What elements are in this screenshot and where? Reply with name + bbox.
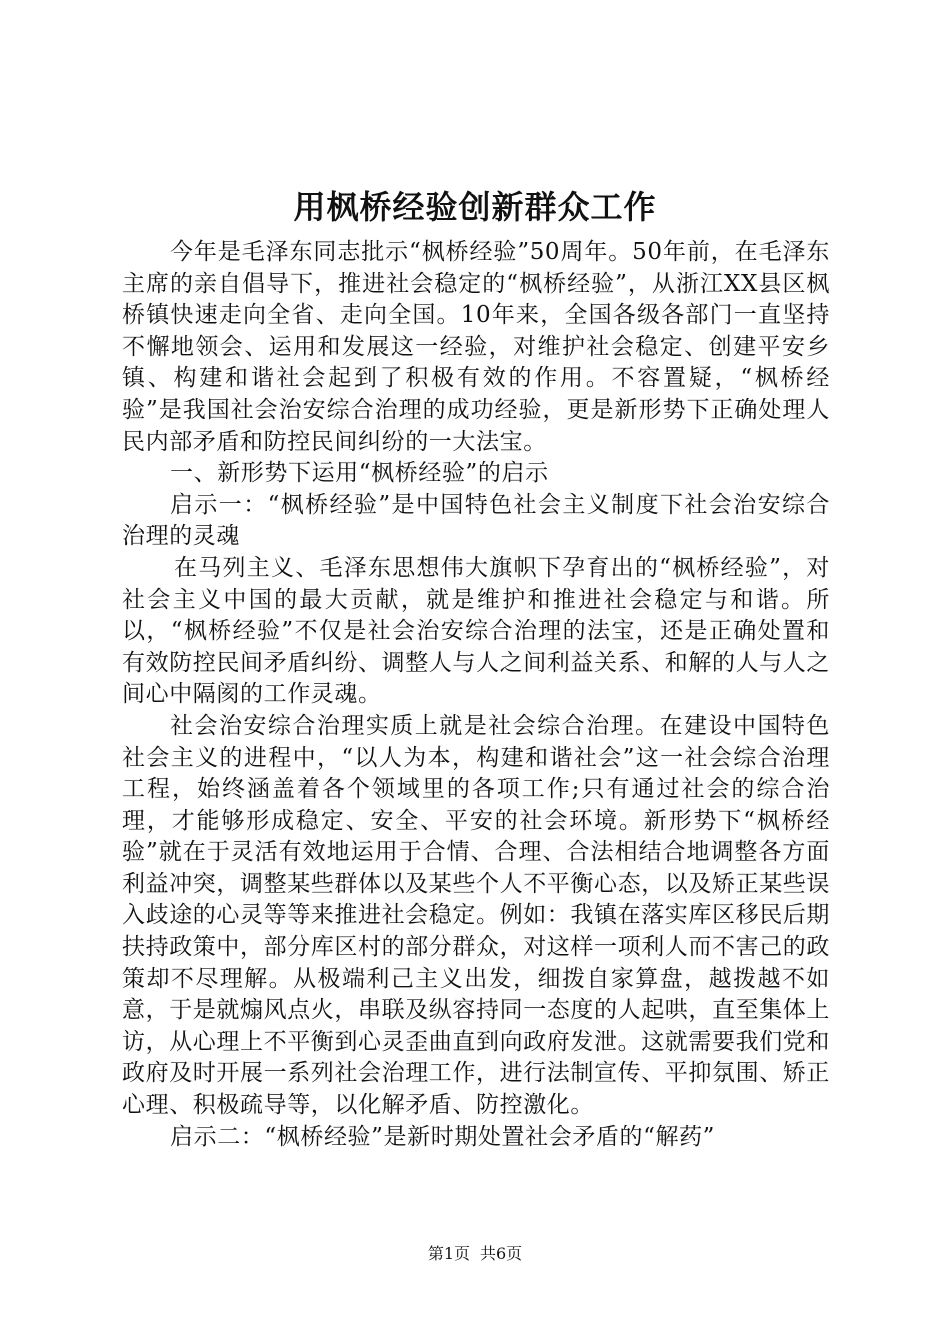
paragraph-insight-1: 在马列主义、毛泽东思想伟大旗帜下孕育出的“枫桥经验”，对社会主义中国的最大贡献，就是维护和推进社会稳定与和谐。所以，“枫桥经验”不仅是社会治安综合治理的法宝，还是正确处置和有效防控民间矛盾纠纷、调整人与人之间利益关系、和解的人与人之间心中隔阂的工作灵魂。 [122, 554, 830, 708]
page-number: 第1页 [427, 1244, 470, 1263]
section-heading-1: 一、新形势下运用“枫桥经验”的启示 [170, 460, 549, 487]
paragraph-governance: 社会治安综合治理实质上就是社会综合治理。在建设中国特色社会主义的进程中，“以人为本，构建和谐社会”这一社会综合治理工程，始终涵盖着各个领域里的各项工作;只有通过社会的综合治理，才能够形成稳定、安全、平安的社会环境。新形势下“枫桥经验”就在于灵活有效地运用于合情、合理、合法相结合地调整各方面利益冲突，调整某些群体以及某些个人不平衡心态，以及矫正某些误入歧途的心灵等等来推进社会稳定。例如：我镇在落实库区移民后期扶持政策中，部分库区村的部分群众，对这样一项利人而不害己的政策却不尽理解。从极端利己主义出发，细拨自家算盘，越拨越不如意，于是就煽风点火，串联及纵容持同一态度的人起哄，直至集体上访，从心理上不平衡到心灵歪曲直到向政府发泄。这就需要我们党和政府及时开展一系列社会治理工作，进行法制宣传、平抑氛围、矫正心理、积极疏导等，以化解矛盾、防控激化。 [122, 712, 830, 1119]
insight-1-heading: 启示一：“枫桥经验”是中国特色社会主义制度下社会治安综合治理的灵魂 [122, 491, 830, 550]
paragraph-intro: 今年是毛泽东同志批示“枫桥经验”50周年。50年前，在毛泽东主席的亲自倡导下，推进社会稳定的“枫桥经验”，从浙江XX县区枫桥镇快速走向全省、走向全国。10年来，全国各级各部门一直坚持不懈地领会、运用和发展这一经验，对维护社会稳定、创建平安乡镇、构建和谐社会起到了积极有效的作用。不容置疑，“枫桥经验”是我国社会治安综合治理的成功经验，更是新形势下正确处理人民内部矛盾和防控民间纠纷的一大法宝。 [122, 239, 830, 455]
insight-2-heading: 启示二：“枫桥经验”是新时期处置社会矛盾的“解药” [170, 1123, 716, 1150]
page-footer [0, 1242, 950, 1266]
document-title: 用枫桥经验创新群众工作 [293, 188, 657, 226]
page-total: 共6页 [480, 1244, 523, 1263]
document-body [122, 237, 830, 1153]
